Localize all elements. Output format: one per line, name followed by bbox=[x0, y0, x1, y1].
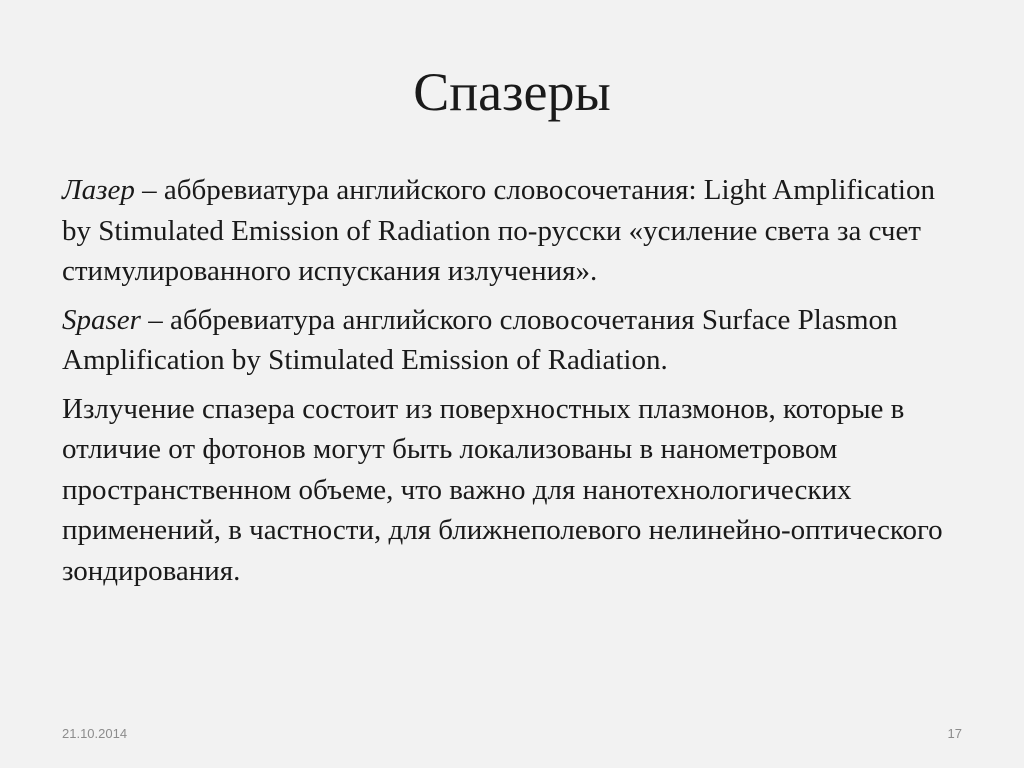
slide-body bbox=[62, 170, 952, 599]
paragraph-laser bbox=[62, 170, 952, 292]
definition-laser: – аббревиатура английского словосочетания: Light Amplification by Stimulated Emission of Radiation по-русски «усиление света за счет стимулированного испускания излучения». bbox=[62, 174, 935, 287]
footer-date: 21.10.2014 bbox=[62, 726, 128, 741]
paragraph-spaser-radiation bbox=[62, 389, 952, 592]
definition-spaser: – аббревиатура английского словосочетания Surface Plasmon Amplification by Stimulated Emission of Radiation. bbox=[62, 303, 898, 376]
term-laser: Лазер bbox=[62, 174, 135, 206]
slide-title: Спазеры bbox=[413, 62, 611, 122]
term-spaser: Spaser bbox=[62, 303, 141, 336]
spaser-radiation-text: Излучение спазера состоит из поверхностных плазмонов, которые в отличие от фотонов могут быть локализованы в нанометровом пространственном объеме, что важно для нанотехнологических применений, в частности, для ближнеполевого нелинейно-оптического зондирования. bbox=[62, 392, 943, 587]
paragraph-spaser bbox=[62, 300, 952, 381]
footer-page-number: 17 bbox=[947, 726, 962, 741]
